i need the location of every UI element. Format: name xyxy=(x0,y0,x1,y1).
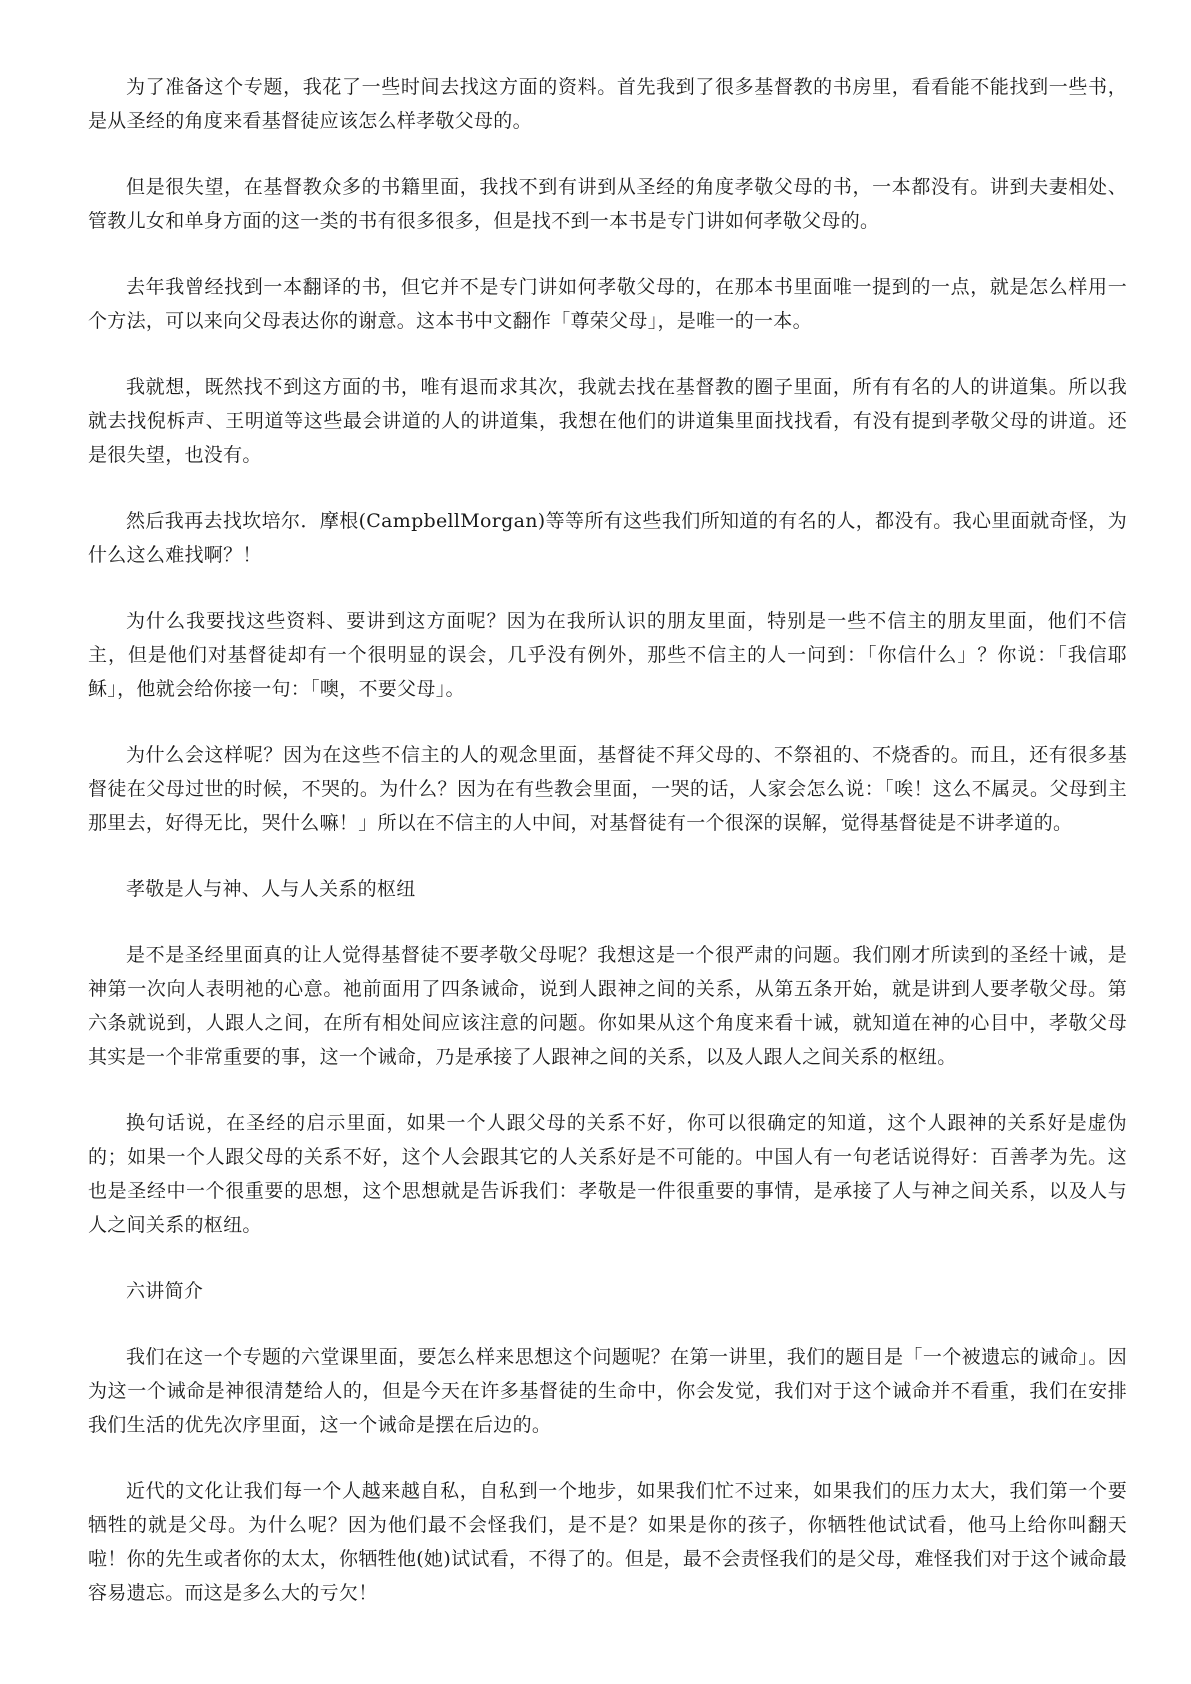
paragraph-5: 然后我再去找坎培尔．摩根(CampbellMorgan)等等所有这些我们所知道的有名的人，都没有。我心里面就奇怪，为什么这么难找啊？！ xyxy=(88,510,1127,566)
paragraph-2: 但是很失望，在基督教众多的书籍里面，我找不到有讲到从圣经的角度孝敬父母的书，一本都没有。讲到夫妻相处、管教儿女和单身方面的这一类的书有很多很多，但是找不到一本书是专门讲如何孝敬父母的。 xyxy=(88,176,1127,232)
section-heading-six-lectures: 六讲简介 xyxy=(126,1280,204,1302)
paragraph-1: 为了准备这个专题，我花了一些时间去找这方面的资料。首先我到了很多基督教的书房里，看看能不能找到一些书，是从圣经的角度来看基督徒应该怎么样孝敬父母的。 xyxy=(88,76,1127,132)
paragraph-11: 近代的文化让我们每一个人越来越自私，自私到一个地步，如果我们忙不过来，如果我们的压力太大，我们第一个要牺牲的就是父母。为什么呢？因为他们最不会怪我们，是不是？如果是你的孩子，你牺牲他试试看，他马上给你叫翻天啦！你的先生或者你的太太，你牺牲他(她)试试看，不得了的。但是，最不会责怪我们的是父母，难怪我们对于这个诫命最容易遗忘。而这是多么大的亏欠！ xyxy=(88,1480,1127,1604)
paragraph-7: 为什么会这样呢？因为在这些不信主的人的观念里面，基督徒不拜父母的、不祭祖的、不烧香的。而且，还有很多基督徒在父母过世的时候，不哭的。为什么？因为在有些教会里面，一哭的话，人家会怎么说：「唉！这么不属灵。父母到主那里去，好得无比，哭什么嘛！」所以在不信主的人中间，对基督徒有一个很深的误解，觉得基督徒是不讲孝道的。 xyxy=(88,744,1127,834)
paragraph-4: 我就想，既然找不到这方面的书，唯有退而求其次，我就去找在基督教的圈子里面，所有有名的人的讲道集。所以我就去找倪柝声、王明道等这些最会讲道的人的讲道集，我想在他们的讲道集里面找找看，有没有提到孝敬父母的讲道。还是很失望，也没有。 xyxy=(88,376,1127,466)
paragraph-6: 为什么我要找这些资料、要讲到这方面呢？因为在我所认识的朋友里面，特别是一些不信主的朋友里面，他们不信主，但是他们对基督徒却有一个很明显的误会，几乎没有例外，那些不信主的人一问到：「你信什么」？你说：「我信耶稣」，他就会给你接一句：「噢，不要父母」。 xyxy=(88,610,1127,700)
paragraph-3: 去年我曾经找到一本翻译的书，但它并不是专门讲如何孝敬父母的，在那本书里面唯一提到的一点，就是怎么样用一个方法，可以来向父母表达你的谢意。这本书中文翻作「尊荣父母」，是唯一的一本。 xyxy=(88,276,1127,332)
paragraph-10: 我们在这一个专题的六堂课里面，要怎么样来思想这个问题呢？在第一讲里，我们的题目是「一个被遗忘的诫命」。因为这一个诫命是神很清楚给人的，但是今天在许多基督徒的生命中，你会发觉，我们对于这个诫命并不看重，我们在安排我们生活的优先次序里面，这一个诫命是摆在后边的。 xyxy=(88,1346,1127,1436)
paragraph-9: 换句话说，在圣经的启示里面，如果一个人跟父母的关系不好，你可以很确定的知道，这个人跟神的关系好是虚伪的；如果一个人跟父母的关系不好，这个人会跟其它的人关系好是不可能的。中国人有一句老话说得好：百善孝为先。这也是圣经中一个很重要的思想，这个思想就是告诉我们：孝敬是一件很重要的事情，是承接了人与神之间关系，以及人与人之间关系的枢纽。 xyxy=(88,1112,1127,1236)
paragraph-8: 是不是圣经里面真的让人觉得基督徒不要孝敬父母呢？我想这是一个很严肃的问题。我们刚才所读到的圣经十诫，是神第一次向人表明祂的心意。祂前面用了四条诫命，说到人跟神之间的关系，从第五条开始，就是讲到人要孝敬父母。第六条就说到，人跟人之间，在所有相处间应该注意的问题。你如果从这个角度来看十诫，就知道在神的心目中，孝敬父母其实是一个非常重要的事，这一个诫命，乃是承接了人跟神之间的关系，以及人跟人之间关系的枢纽。 xyxy=(88,944,1127,1068)
section-heading-filial-piety: 孝敬是人与神、人与人关系的枢纽 xyxy=(126,878,416,900)
